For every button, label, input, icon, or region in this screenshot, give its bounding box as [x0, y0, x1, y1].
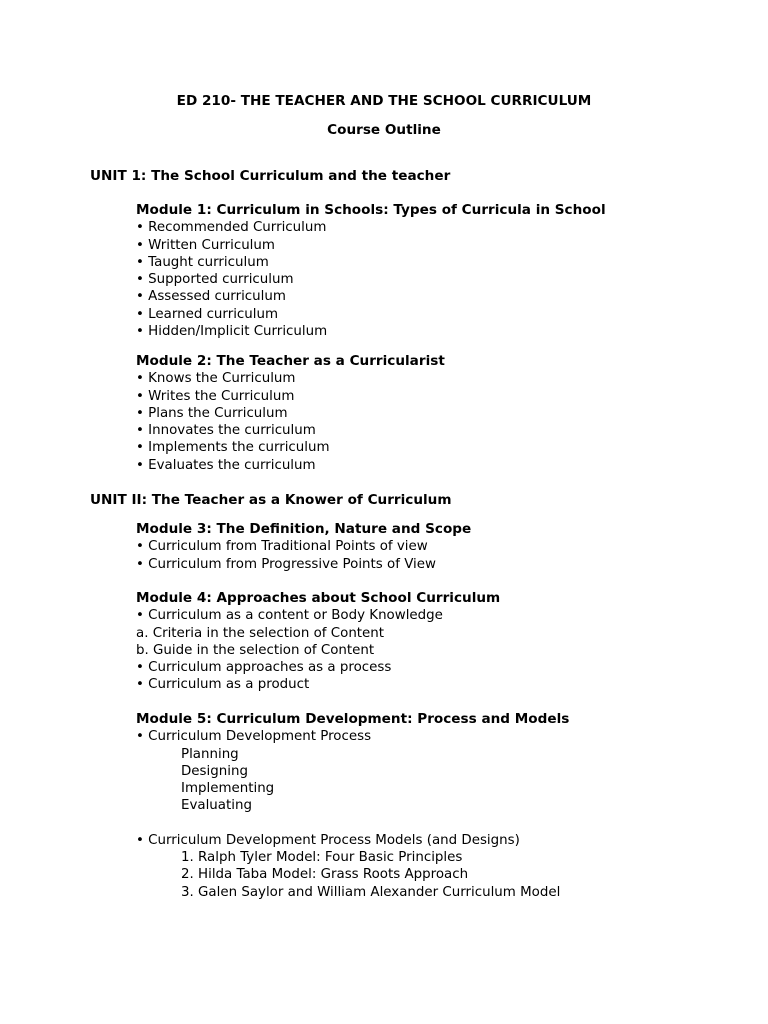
list-item: • Curriculum from Progressive Points of View	[136, 556, 436, 572]
sub-list-item: Designing	[181, 763, 248, 779]
list-item: • Curriculum from Traditional Points of view	[136, 539, 428, 555]
sub-list-item: 1. Ralph Tyler Model: Four Basic Principles	[181, 850, 463, 866]
module-5	[136, 711, 569, 901]
module-1	[136, 202, 606, 340]
list-item: b. Guide in the selection of Content	[136, 642, 375, 658]
list-item: • Taught curriculum	[136, 254, 269, 270]
module-4	[136, 590, 500, 694]
list-item: • Writes the Curriculum	[136, 388, 295, 404]
list-item: • Innovates the curriculum	[136, 423, 316, 439]
list-item: • Curriculum Development Process Models (and Designs)	[136, 832, 520, 848]
list-item: • Implements the curriculum	[136, 440, 330, 456]
list-item: • Assessed curriculum	[136, 289, 286, 305]
list-item: • Curriculum Development Process	[136, 729, 372, 745]
unit-1-heading: UNIT 1: The School Curriculum and the teacher	[90, 168, 451, 184]
list-item: • Curriculum as a product	[136, 677, 310, 693]
list-item: • Curriculum as a content or Body Knowledge	[136, 608, 443, 624]
list-item: • Knows the Curriculum	[136, 371, 296, 387]
module-2	[136, 353, 445, 474]
sub-list-item: Planning	[181, 746, 239, 762]
sub-list-item: 3. Galen Saylor and William Alexander Curriculum Model	[181, 884, 561, 900]
spacer	[136, 815, 569, 832]
list-item: • Written Curriculum	[136, 237, 275, 253]
module-4-title: Module 4: Approaches about School Curriculum	[136, 590, 501, 606]
list-item: • Supported curriculum	[136, 272, 294, 288]
list-item: • Plans the Curriculum	[136, 405, 288, 421]
list-item: • Evaluates the curriculum	[136, 457, 316, 473]
sub-list-item: Implementing	[181, 781, 275, 797]
document-title: ED 210- THE TEACHER AND THE SCHOOL CURRICULUM	[176, 93, 592, 109]
list-item: • Learned curriculum	[136, 306, 279, 322]
sub-list-item: Evaluating	[181, 798, 252, 814]
module-1-title: Module 1: Curriculum in Schools: Types of Curricula in School	[136, 202, 606, 218]
module-5-title: Module 5: Curriculum Development: Process and Models	[136, 711, 570, 727]
sub-list-item: 2. Hilda Taba Model: Grass Roots Approach	[181, 867, 469, 883]
list-item: • Hidden/Implicit Curriculum	[136, 324, 328, 340]
list-item: a. Criteria in the selection of Content	[136, 625, 385, 641]
module-2-title: Module 2: The Teacher as a Curricularist	[136, 353, 445, 369]
document-subtitle: Course Outline	[327, 122, 441, 138]
list-item: • Curriculum approaches as a process	[136, 660, 392, 676]
list-item: • Recommended Curriculum	[136, 220, 327, 236]
module-3	[136, 521, 471, 573]
unit-2-heading: UNIT II: The Teacher as a Knower of Curriculum	[90, 492, 452, 508]
module-3-title: Module 3: The Definition, Nature and Scope	[136, 521, 472, 537]
